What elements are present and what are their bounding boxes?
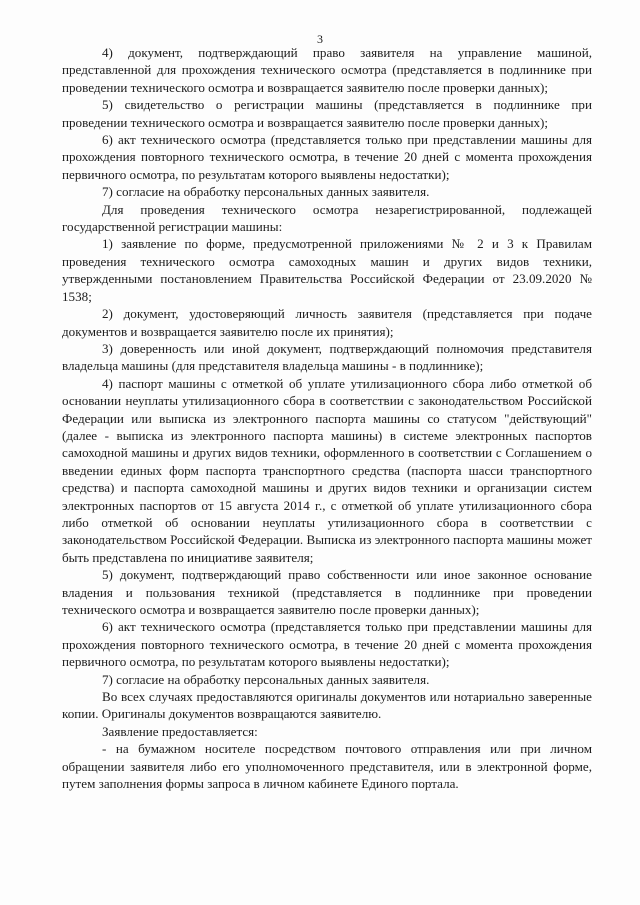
document-body [62,44,592,792]
paragraph-item-1-application: 1) заявление по форме, предусмотренной приложениями № 2 и 3 к Правилам проведения технического осмотра самоходных машин и других видов техники, утвержденными постановлением Правительства Российской Федерации от 23.09.2020 № 1538; [62,236,592,304]
paragraph-item-7-consent: 7) согласие на обработку персональных данных заявителя. [102,184,430,200]
paragraph-item-3-power-of-attorney: 3) доверенность или иной документ, подтверждающий полномочия представителя владельца машины (для представителя владельца машины - в подлиннике); [62,340,592,374]
page-number: 3 [317,32,323,46]
paragraph-originals: Во всех случаях предоставляются оригиналы документов или нотариально заверенные копии. Оригиналы документов возвращаются заявителю. [62,689,592,722]
paragraph-item-4-license: 4) документ, подтверждающий право заявителя на управление машиной, представленной для прохождения технического осмотра (представляется в подлиннике при проведении технического осмотра и возвращается заявителю после проверки данных); [62,45,592,95]
paragraph-item-6-inspection-act-2: 6) акт технического осмотра (представляется только при представлении машины для прохождения повторного технического осмотра, в течение 20 дней с момента прохождения первичного осмотра, по результатам которого выявлены недостатки); [62,619,592,670]
paragraph-item-6-inspection-act: 6) акт технического осмотра (представляется только при представлении машины для прохождения повторного технического осмотра, в течение 20 дней с момента прохождения первичного осмотра, по результатам которого выявлены недостатки); [62,132,592,182]
paragraph-unregistered-intro: Для проведения технического осмотра незарегистрированной, подлежащей государственной регистрации машины: [62,201,592,235]
paragraph-item-5-ownership: 5) документ, подтверждающий право собственности или иное законное основание владения и пользования техникой (представляется в подлиннике при проведении технического осмотра и возвращается заявителю после проверки данных); [62,567,592,617]
paragraph-item-4-passport: 4) паспорт машины с отметкой об уплате утилизационного сбора либо отметкой об основании неуплаты утилизационного сбора в соответствии с законодательством Российской Федерации или выписка из электронного паспорта машины со статусом "действующий" (далее - выписка из электронного паспорта машины) в системе электронных паспортов самоходной машины и других видов техники, оформленного в соответствии с Соглашением о введении единых форм паспорта транспортного средства (паспорта шасси транспортного средства) и паспорта самоходной машины и других видов техники и организации систем электронных паспортов от 15 августа 2014 г., с отметкой об уплате утилизационного сбора либо отметкой об основании неуплаты утилизационного сбора в соответствии с законодательством Российской Федерации. Выписка из электронного паспорта машины может быть представлена по инициативе заявителя; [62,375,592,565]
paragraph-item-5-registration: 5) свидетельство о регистрации машины (представляется в подлиннике при проведении технического осмотра и возвращается заявителю после проверки данных); [62,97,592,130]
paragraph-item-7-consent-2: 7) согласие на обработку персональных данных заявителя. [102,671,430,687]
paragraph-submission-methods: - на бумажном носителе посредством почтового отправления или при личном обращении заявителя либо его уполномоченного представителя, или в электронной форме, путем заполнения формы запроса в личном кабинете Единого портала. [62,741,592,792]
paragraph-item-2-identity: 2) документ, удостоверяющий личность заявителя (представляется при подаче документов и возвращается заявителю после их принятия); [62,306,592,339]
paragraph-submission-heading: Заявление предоставляется: [102,723,258,739]
